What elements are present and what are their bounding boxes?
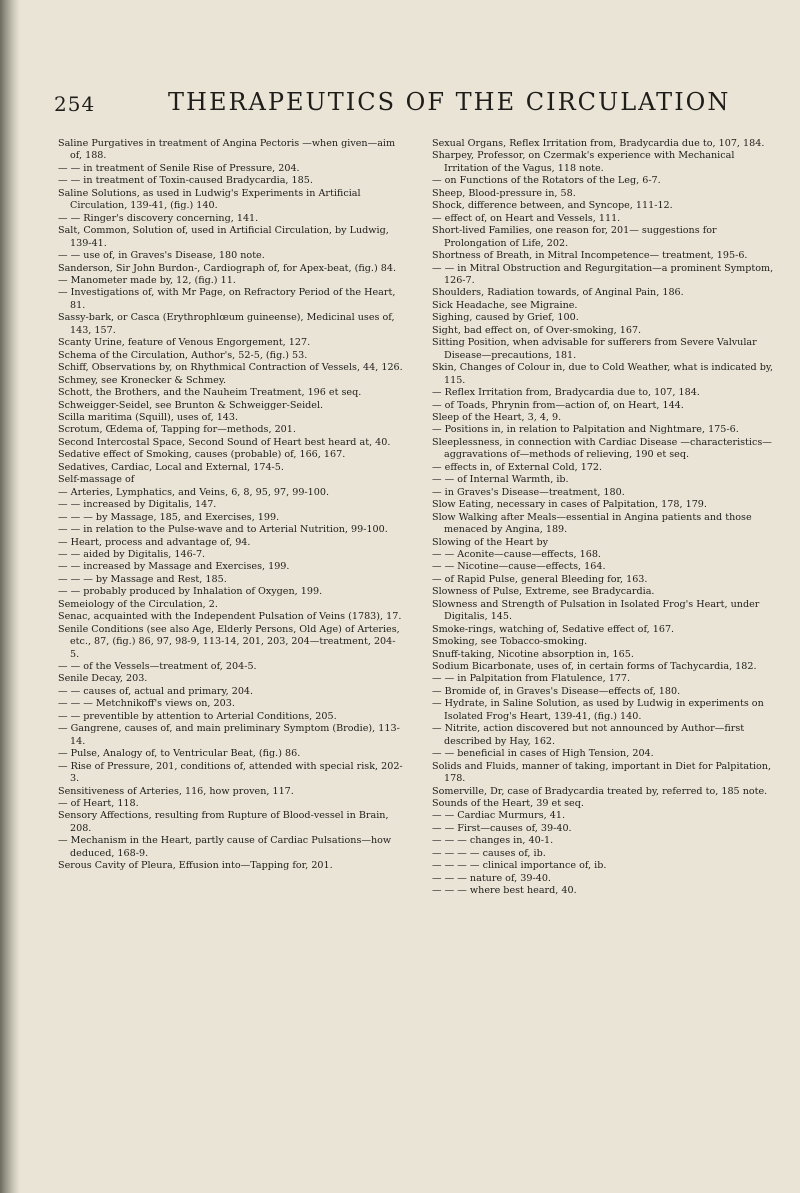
index-entry: — effect of, on Heart and Vessels, 111. [432,212,621,224]
index-entry: — effects in, of External Cold, 172. [432,461,603,473]
index-entry: — Hydrate, in Saline Solution, as used by Ludwig in experiments on Isolated Frog's Heart, 139-41, (fig.) 140. [432,698,764,722]
index-entry: Self-massage of [58,474,135,486]
index-entry: Short-lived Families, one reason for, 201— suggestions for Prolongation of Life, 202. [432,225,717,249]
index-entry: — Gangrene, causes of, and main preliminary Symptom (Brodie), 113-14. [58,723,400,747]
index-entry: Senile Decay, 203. [58,673,148,685]
index-entry: — — in Palpitation from Flatulence, 177. [432,673,631,685]
index-entry: Slow Walking after Meals—essential in Angina patients and those menaced by Angina, 189. [432,511,752,536]
index-entry: Sensory Affections, resulting from Rupture of Blood-vessel in Brain, 208. [58,810,389,834]
index-entry: Shortness of Breath, in Mitral Incompetence— treatment, 195-6. [432,250,748,262]
index-column-right [432,138,778,1158]
index-entry: Sheep, Blood-pressure in, 58. [432,187,576,199]
index-entry: — — use of, in Graves's Disease, 180 note. [58,250,265,262]
index-entry: — Arteries, Lymphatics, and Veins, 6, 8, 95, 97, 99-100. [58,486,330,498]
index-entry: Schmey, see Kronecker & Schmey. [58,374,227,386]
index-entry: Sitting Position, when advisable for sufferers from Severe Valvular Disease—precautions, 181. [432,337,757,361]
index-entry: — — — by Massage, 185, and Exercises, 199. [58,511,280,523]
index-entry: — — — changes in, 40-1. [432,835,554,847]
index-entry: Somerville, Dr, case of Bradycardia treated by, referred to, 185 note. [432,785,768,797]
index-entry: Schweigger-Seidel, see Brunton & Schweigger-Seidel. [58,399,324,411]
index-entry: Sanderson, Sir John Burdon-, Cardiograph of, for Apex-beat, (fig.) 84. [58,262,397,274]
index-entry: Schiff, Observations by, on Rhythmical Contraction of Vessels, 44, 126. [58,362,403,374]
index-entry: — — of the Vessels—treatment of, 204-5. [58,661,257,673]
index-entry: Second Intercostal Space, Second Sound of Heart best heard at, 40. [58,436,391,448]
index-entry: — — Aconite—cause—effects, 168. [432,548,601,560]
index-entry: Smoking, see Tobacco-smoking. [432,636,588,648]
index-entry: Sedatives, Cardiac, Local and External, 174-5. [58,461,284,473]
index-entry: — — increased by Massage and Exercises, 199. [58,561,290,573]
index-entry: Semeiology of the Circulation, 2. [58,598,218,610]
index-entry: Skin, Changes of Colour in, due to Cold Weather, what is indicated by, 115. [432,362,774,386]
page-header [48,88,778,124]
index-entry: — — — — causes of, ib. [432,847,546,859]
index-entry: — Pulse, Analogy of, to Ventricular Beat, (fig.) 86. [58,748,301,760]
index-entry: Sexual Organs, Reflex Irritation from, Bradycardia due to, 107, 184. [432,138,765,149]
index-entry: Schema of the Circulation, Author's, 52-5, (fig.) 53. [58,349,308,361]
index-entry: Sedative effect of Smoking, causes (probable) of, 166, 167. [58,449,346,461]
index-entry: — — probably produced by Inhalation of Oxygen, 199. [58,586,323,598]
index-entry: Saline Solutions, as used in Ludwig's Experiments in Artificial Circulation, 139-41, (fig.) 140. [58,187,361,212]
index-entry: — — — — clinical importance of, ib. [432,860,607,872]
index-entry: — — of Internal Warmth, ib. [432,474,569,486]
index-entry: Sight, bad effect on, of Over-smoking, 167. [432,324,642,336]
index-entry: Serous Cavity of Pleura, Effusion into—Tapping for, 201. [58,860,333,872]
index-entry: — — aided by Digitalis, 146-7. [58,548,206,560]
index-entry: Sick Headache, see Migraine. [432,299,578,311]
index-entry: — — preventible by attention to Arterial Conditions, 205. [58,710,337,722]
index-entry: — of Heart, 118. [58,798,139,810]
index-entry: Scrotum, Œdema of, Tapping for—methods, 201. [58,424,296,436]
index-entry: Sleep of the Heart, 3, 4, 9. [432,411,562,423]
index-entry: — Manometer made by, 12, (fig.) 11. [58,274,236,286]
index-entry: — of Toads, Phrynin from—action of, on Heart, 144. [432,399,684,411]
index-entry: Sensitiveness of Arteries, 116, how proven, 117. [58,785,294,797]
index-entry: Sounds of the Heart, 39 et seq. [432,798,584,810]
index-entry: — — — nature of, 39-40. [432,872,551,884]
running-title: THERAPEUTICS OF THE CIRCULATION [168,88,731,116]
index-entry: — Positions in, in relation to Palpitation and Nightmare, 175-6. [432,424,739,436]
index-entry: Slowness and Strength of Pulsation in Isolated Frog's Heart, under Digitalis, 145. [432,598,760,623]
index-entry: — in Graves's Disease—treatment, 180. [432,486,625,498]
index-columns [58,138,782,1158]
index-entry: Shock, difference between, and Syncope, 111-12. [432,200,673,212]
index-entry: — — causes of, actual and primary, 204. [58,685,254,697]
index-entry: Sighing, caused by Grief, 100. [432,312,579,324]
index-entry: — — increased by Digitalis, 147. [58,499,217,511]
index-entry: — Heart, process and advantage of, 94. [58,536,251,548]
index-entry: — Mechanism in the Heart, partly cause of Cardiac Pulsations—how deduced, 168-9. [58,835,392,859]
index-entry: — of Rapid Pulse, general Bleeding for, 163. [432,573,648,585]
index-entry: — — — Metchnikoff's views on, 203. [58,698,235,710]
page-binding-edge [0,0,20,1193]
index-entry: Schott, the Brothers, and the Nauheim Treatment, 196 et seq. [58,387,362,399]
index-entry: Saline Purgatives in treatment of Angina Pectoris —when given—aim of, 188. [58,138,396,162]
index-entry: — — in relation to the Pulse-wave and to Arterial Nutrition, 99-100. [58,524,388,536]
index-entry: Sleeplessness, in connection with Cardiac Disease —characteristics—aggravations of—methods of relieving, 190 et seq. [432,436,772,461]
index-entry: Senile Conditions (see also Age, Elderly Persons, Old Age) of Arteries, etc., 87, (fig.) 86, 97, 98-9, 113-14, 201, 203, 204—treatment, 204-5. [58,623,400,660]
index-column-left [58,138,404,1158]
index-entry: — — in treatment of Senile Rise of Pressure, 204. [58,162,300,174]
index-entry: Sodium Bicarbonate, uses of, in certain forms of Tachycardia, 182. [432,661,757,673]
index-entry: — Rise of Pressure, 201, conditions of, attended with special risk, 202-3. [58,760,403,785]
index-entry: — — — where best heard, 40. [432,885,577,897]
index-entry: — Reflex Irritation from, Bradycardia due to, 107, 184. [432,387,700,399]
index-entry: Sassy-bark, or Casca (Erythrophlœum guineense), Medicinal uses of, 143, 157. [58,312,395,336]
index-entry: — — in Mitral Obstruction and Regurgitation—a prominent Symptom, 126-7. [432,262,774,286]
index-entry: Senac, acquainted with the Independent Pulsation of Veins (1783), 17. [58,611,402,623]
index-entry: Solids and Fluids, manner of taking, important in Diet for Palpitation, 178. [432,760,772,785]
index-entry: Scanty Urine, feature of Venous Engorgement, 127. [58,337,311,349]
index-entry: Shoulders, Radiation towards, of Anginal Pain, 186. [432,287,684,299]
index-entry: — — Cardiac Murmurs, 41. [432,810,566,822]
index-entry: — on Functions of the Rotators of the Leg, 6-7. [432,175,661,187]
index-entry: — — in treatment of Toxin-caused Bradycardia, 185. [58,175,313,187]
index-entry: — — Nicotine—cause—effects, 164. [432,561,606,573]
index-entry: — Investigations of, with Mr Page, on Refractory Period of the Heart, 81. [58,287,396,311]
index-entry: — Bromide of, in Graves's Disease—effects of, 180. [432,685,681,697]
page-number: 254 [54,92,96,116]
index-entry: Slowness of Pulse, Extreme, see Bradycardia. [432,586,655,598]
index-entry: Sharpey, Professor, on Czermak's experience with Mechanical Irritation of the Vagus, 118 note. [432,150,735,174]
index-entry: — — Ringer's discovery concerning, 141. [58,212,259,224]
index-entry: Salt, Common, Solution of, used in Artificial Circulation, by Ludwig, 139-41. [58,225,389,249]
index-entry: Slowing of the Heart by [432,536,549,548]
index-entry: Scilla maritima (Squill), uses of, 143. [58,411,239,423]
index-entry: Slow Eating, necessary in cases of Palpitation, 178, 179. [432,499,707,511]
index-entry: Smoke-rings, watching of, Sedative effect of, 167. [432,623,675,635]
index-entry: Snuff-taking, Nicotine absorption in, 165. [432,648,634,660]
index-entry: — — First—causes of, 39-40. [432,822,572,834]
index-entry: — Nitrite, action discovered but not announced by Author—first described by Hay, 162. [432,723,745,747]
index-entry: — — beneficial in cases of High Tension, 204. [432,748,654,760]
index-entry: — — — by Massage and Rest, 185. [58,573,227,585]
